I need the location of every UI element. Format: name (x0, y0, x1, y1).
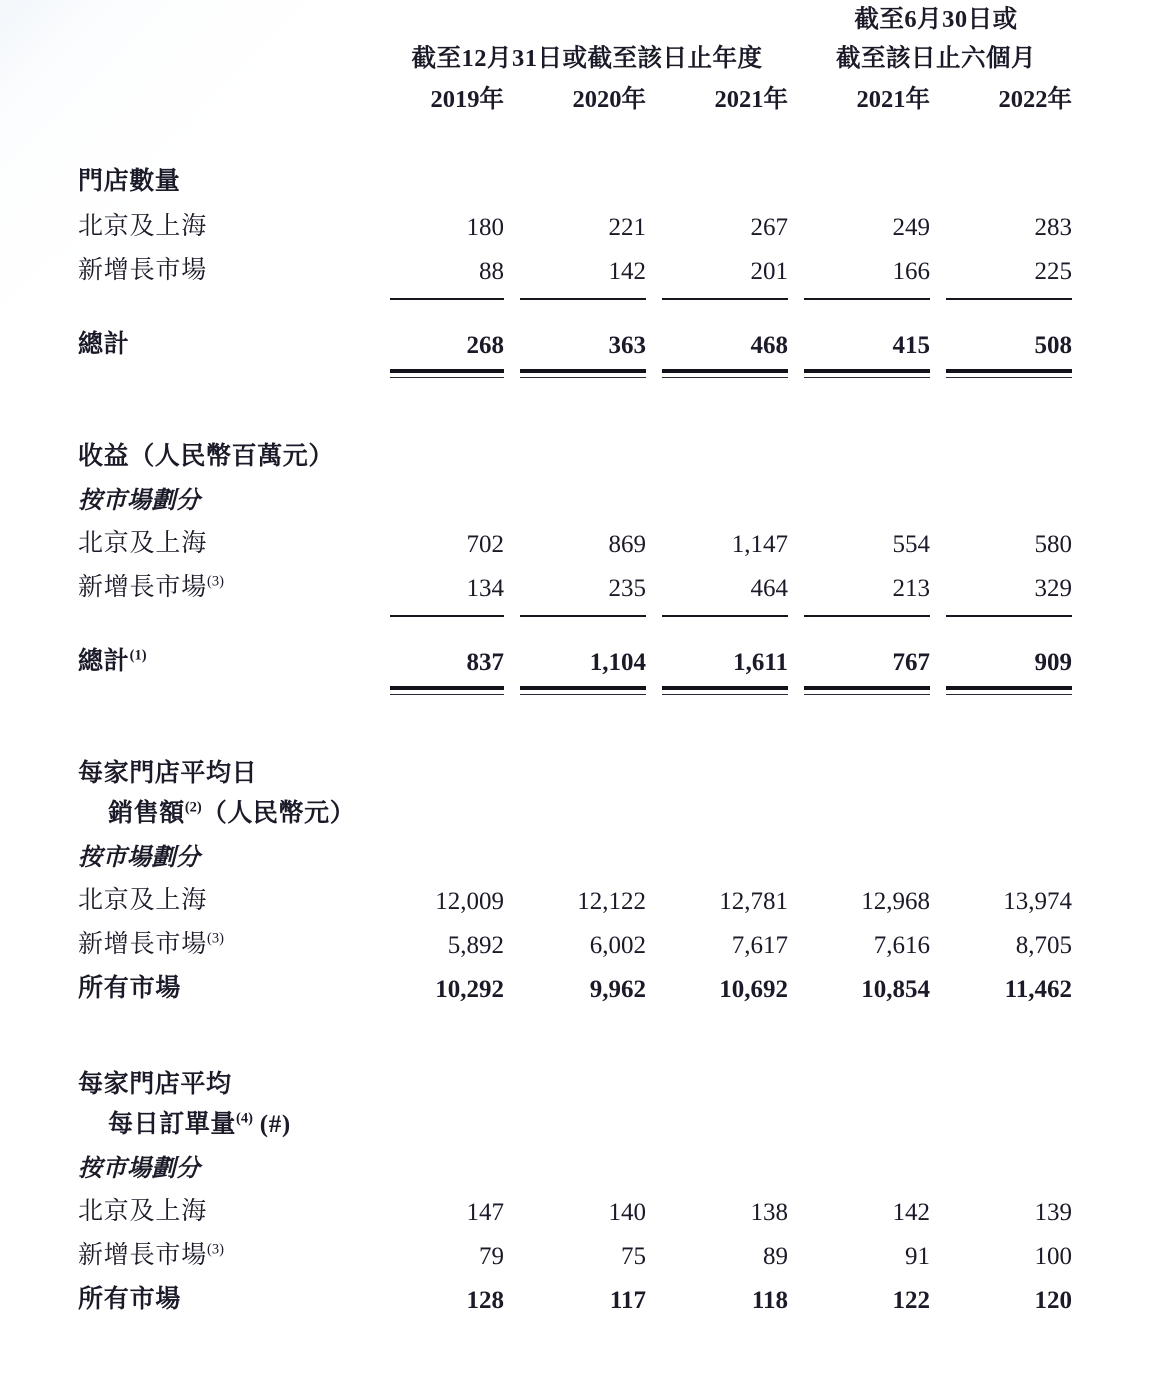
cell-value: 869 (608, 531, 646, 558)
header-row-interim-line1 (0, 0, 1150, 39)
cell-value: 12,122 (577, 888, 646, 915)
cell-value: 235 (608, 575, 646, 602)
total-double-rule-row (0, 679, 1150, 695)
subtotal-rule (510, 605, 652, 617)
cell-value: 225 (1034, 258, 1072, 285)
section-title-cont-tail: (#) (252, 1111, 291, 1138)
header-year-0: 2019年 (430, 86, 504, 113)
cell-value-total: 415 (892, 332, 930, 359)
row-label-new-growth-markets: 新增長市場 (78, 257, 208, 284)
cell-value: 117 (609, 1287, 646, 1314)
footnote-marker: (3) (207, 573, 224, 590)
cell-value-total: 1,104 (589, 649, 646, 676)
cell-value: 213 (892, 575, 930, 602)
row-label-text: 新增長市場 (78, 931, 208, 958)
total-double-rule (652, 679, 794, 695)
cell-value: 140 (608, 1199, 646, 1226)
table-row-total (0, 631, 1150, 679)
cell-value: 1,147 (731, 531, 788, 558)
header-year-1: 2020年 (572, 86, 646, 113)
footnote-marker: (2) (184, 799, 202, 816)
total-double-rule (380, 362, 510, 378)
subtotal-rule (794, 288, 936, 300)
subtotal-rule (794, 605, 936, 617)
cell-value: 580 (1034, 531, 1072, 558)
section-title-cont-row-avg-daily-orders (0, 1103, 1150, 1143)
cell-value: 9,962 (589, 976, 646, 1003)
cell-value: 166 (892, 258, 930, 285)
section-subtitle-by-market: 按市場劃分 (78, 488, 201, 514)
table-row (0, 244, 1150, 288)
total-double-rule (936, 679, 1078, 695)
table-row (0, 517, 1150, 561)
row-label-text: 總計 (78, 648, 130, 675)
table-row (0, 561, 1150, 605)
subtotal-rule-row (0, 605, 1150, 617)
table-row (0, 1185, 1150, 1229)
cell-value: 10,854 (861, 976, 930, 1003)
cell-value: 118 (751, 1287, 788, 1314)
header-group-annual: 截至12月31日或截至該日止年度 (411, 45, 763, 72)
table-row (0, 200, 1150, 244)
cell-value-total: 909 (1034, 649, 1072, 676)
section-title-cont-row-avg-daily-sales (0, 792, 1150, 832)
cell-value-total: 1,611 (733, 649, 788, 676)
subtotal-rule (510, 288, 652, 300)
header-row-years (0, 80, 1150, 119)
row-spacer (0, 617, 1150, 631)
section-spacer (0, 1006, 1150, 1052)
subtotal-rule (380, 288, 510, 300)
cell-value: 147 (466, 1199, 504, 1226)
section-title-cont-tail: （人民幣元） (201, 800, 356, 827)
total-double-rule (652, 362, 794, 378)
section-subtitle-row-revenue (0, 475, 1150, 517)
footnote-marker: (3) (207, 1241, 224, 1258)
cell-value: 134 (466, 575, 504, 602)
footnote-marker: (3) (207, 930, 224, 947)
section-subtitle-by-market: 按市場劃分 (78, 1156, 201, 1182)
cell-value-total: 363 (608, 332, 646, 359)
row-label-new-growth-markets (0, 918, 380, 962)
cell-value: 10,292 (435, 976, 504, 1003)
total-double-rule (380, 679, 510, 695)
cell-value: 142 (608, 258, 646, 285)
row-spacer (0, 300, 1150, 314)
header-year-2: 2021年 (714, 86, 788, 113)
cell-value: 128 (466, 1287, 504, 1314)
cell-value: 702 (466, 531, 504, 558)
section-title-avg-daily-sales-cont (0, 792, 1150, 832)
row-label-text: 新增長市場 (78, 574, 208, 601)
header-group-interim-line2: 截至該日止六個月 (836, 45, 1036, 72)
row-label-new-growth-markets (0, 1229, 380, 1273)
total-double-rule-row (0, 362, 1150, 378)
row-label-beijing-shanghai: 北京及上海 (78, 530, 208, 557)
row-label-beijing-shanghai: 北京及上海 (78, 887, 208, 914)
cell-value: 120 (1034, 1287, 1072, 1314)
section-title-avg-daily-orders-cont (0, 1103, 1150, 1143)
section-subtitle-row-avg-daily-orders (0, 1143, 1150, 1185)
table-row (0, 1229, 1150, 1273)
cell-value: 8,705 (1015, 932, 1072, 959)
cell-value: 7,616 (873, 932, 930, 959)
cell-value: 142 (892, 1199, 930, 1226)
cell-value: 267 (750, 214, 788, 241)
header-group-interim-line1: 截至6月30日或 (854, 6, 1018, 33)
cell-value: 7,617 (731, 932, 788, 959)
cell-value: 464 (750, 575, 788, 602)
section-title-row-revenue (0, 424, 1150, 475)
cell-value: 554 (892, 531, 930, 558)
cell-value: 12,009 (435, 888, 504, 915)
section-title-row-store-count (0, 149, 1150, 200)
section-subtitle-by-market: 按市場劃分 (78, 845, 201, 871)
cell-value: 11,462 (1004, 976, 1072, 1003)
table-row (0, 962, 1150, 1006)
cell-value: 180 (466, 214, 504, 241)
cell-value: 91 (905, 1243, 930, 1270)
cell-value: 6,002 (589, 932, 646, 959)
cell-value-total: 767 (892, 649, 930, 676)
footnote-marker: (4) (236, 1110, 253, 1127)
subtotal-rule (652, 288, 794, 300)
total-double-rule (794, 679, 936, 695)
subtotal-rule (380, 605, 510, 617)
cell-value-total: 508 (1034, 332, 1072, 359)
row-label-new-growth-markets (0, 561, 380, 605)
table-row-total (0, 314, 1150, 362)
cell-value: 329 (1034, 575, 1072, 602)
cell-value: 122 (892, 1287, 930, 1314)
cell-value: 283 (1034, 214, 1072, 241)
header-row-groups (0, 39, 1150, 80)
total-double-rule (936, 362, 1078, 378)
cell-value: 5,892 (447, 932, 504, 959)
subtotal-rule (936, 605, 1078, 617)
cell-value: 100 (1034, 1243, 1072, 1270)
cell-value: 10,692 (719, 976, 788, 1003)
section-title-cont-text: 每日訂單量 (108, 1111, 237, 1138)
row-label-beijing-shanghai: 北京及上海 (78, 213, 208, 240)
cell-value: 249 (892, 214, 930, 241)
footnote-marker: (1) (129, 647, 147, 664)
table-row (0, 1273, 1150, 1317)
section-title-row-avg-daily-sales (0, 741, 1150, 792)
total-double-rule (794, 362, 936, 378)
row-label-total (0, 631, 380, 679)
total-double-rule (510, 679, 652, 695)
cell-value: 13,974 (1003, 888, 1072, 915)
section-title-avg-daily-orders: 每家門店平均 (78, 1071, 232, 1098)
subtotal-rule-row (0, 288, 1150, 300)
section-spacer (0, 378, 1150, 424)
cell-value: 138 (750, 1199, 788, 1226)
cell-value-total: 837 (466, 649, 504, 676)
cell-value: 12,968 (861, 888, 930, 915)
row-label-all-markets: 所有市場 (78, 1286, 182, 1313)
row-label-all-markets: 所有市場 (78, 975, 182, 1002)
section-subtitle-row-avg-daily-sales (0, 832, 1150, 874)
row-label-text: 新增長市場 (78, 1242, 208, 1269)
header-year-4: 2022年 (998, 86, 1072, 113)
subtotal-rule (652, 605, 794, 617)
row-label-total: 總計 (78, 331, 130, 358)
table-row (0, 918, 1150, 962)
cell-value-total: 268 (466, 332, 504, 359)
cell-value: 88 (479, 258, 504, 285)
section-title-revenue: 收益（人民幣百萬元） (78, 443, 335, 470)
section-title-row-avg-daily-orders (0, 1052, 1150, 1103)
cell-value: 201 (750, 258, 788, 285)
header-year-3: 2021年 (856, 86, 930, 113)
cell-value-total: 468 (750, 332, 788, 359)
subtotal-rule (936, 288, 1078, 300)
section-spacer (0, 695, 1150, 741)
section-title-store-count: 門店數量 (78, 168, 181, 195)
table-row (0, 874, 1150, 918)
cell-value: 89 (763, 1243, 788, 1270)
header-spacer (0, 119, 1150, 149)
row-label-beijing-shanghai: 北京及上海 (78, 1198, 208, 1225)
cell-value: 139 (1034, 1199, 1072, 1226)
section-title-cont-text: 銷售額 (108, 800, 185, 827)
cell-value: 12,781 (719, 888, 788, 915)
section-title-avg-daily-sales: 每家門店平均日 (78, 760, 258, 787)
cell-value: 221 (608, 214, 646, 241)
cell-value: 79 (479, 1243, 504, 1270)
cell-value: 75 (621, 1243, 646, 1270)
total-double-rule (510, 362, 652, 378)
